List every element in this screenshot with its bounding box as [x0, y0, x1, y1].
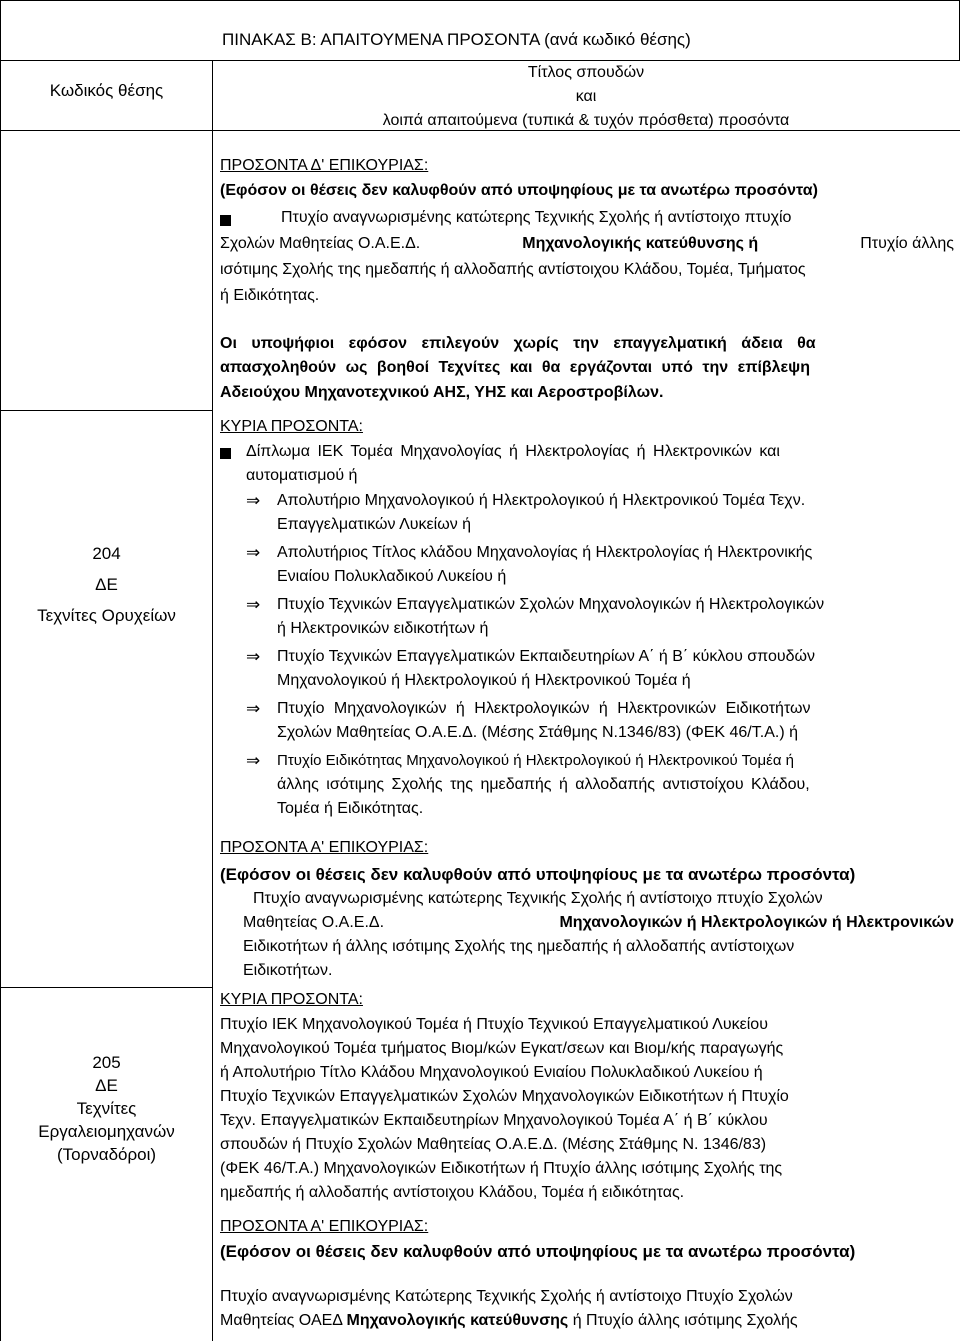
implies-arrow-icon: ⇒ — [246, 647, 261, 667]
qualification-line: Ενιαίου Πολυκλαδικού Λυκείου ή — [277, 568, 507, 585]
table-top-border — [0, 0, 959, 1]
qualification-line: αυτοματισμού ή — [246, 467, 358, 484]
implies-arrow-icon: ⇒ — [246, 751, 261, 771]
qualification-line — [220, 233, 954, 255]
table-title: ΠΙΝΑΚΑΣ Β: ΑΠΑΙΤΟΥΜΕΝΑ ΠΡΟΣΟΝΤΑ (ανά κωδικό θέσης) — [222, 30, 691, 49]
implies-arrow-icon: ⇒ — [246, 491, 261, 511]
qualification-line: Πτυχίο Τεχνικών Επαγγελματικών Σχολών Μηχανολογικών Ειδικοτήτων ή Πτυχίο — [220, 1088, 789, 1105]
qualification-text: ισότιμης Σχολής της ημεδαπής ή αλλοδαπής αντίστοιχου Κλάδου, Τομέα, Τμήματος — [220, 261, 806, 278]
condition-text: (Εφόσον οι θέσεις δεν καλυφθούν από υποψηφίους με τα ανωτέρω προσόντα) — [220, 1242, 856, 1261]
position-title: Τεχνίτες Ορυχείων — [37, 606, 176, 625]
qualification-line: Απολυτήριο Μηχανολογικού ή Ηλεκτρολογικού ή Ηλεκτρονικού Τομέα Τεχν. — [277, 492, 806, 509]
note-line: Αδειούχου Μηχανοτεχνικού ΑΗΣ, ΥΗΣ και Αεροστροβίλων. — [220, 384, 664, 401]
qualification-line: Πτυχίο Τεχνικών Επαγγελματικών Σχολών Μηχανολογικών ή Ηλεκτρολογικών — [277, 596, 825, 613]
column-header-line: λοιπά απαιτούμενα (τυπικά & τυχόν πρόσθετα) προσόντα — [382, 112, 790, 129]
qualification-bold-text: Μηχανολογικής κατεύθυνσης ή — [522, 235, 759, 252]
qualification-line — [281, 207, 954, 229]
qualification-line — [243, 912, 954, 934]
qualification-text: Πτυχίο Μηχανολογικών ή Ηλεκτρολογικών ή Ηλεκτρονικών Ειδικοτήτων — [277, 700, 811, 717]
row-204-top-border — [0, 410, 212, 411]
position-code-cell-204 — [0, 538, 213, 631]
qualification-line — [246, 441, 954, 463]
qualification-text: άλλης ισότιμης Σχολής της ημεδαπής ή αλλοδαπής αντιστοίχου Κλάδου, — [277, 776, 810, 793]
section-heading: ΠΡΟΣΟΝΤΑ Δ' ΕΠΙΚΟΥΡΙΑΣ: — [220, 157, 429, 174]
qualification-line: Σχολών Μαθητείας Ο.Α.Ε.Δ. (Μέσης Στάθμης Ν.1346/83) (ΦΕΚ 46/Τ.Α.) ή — [277, 724, 798, 741]
qualification-text: Δίπλωμα ΙΕΚ Τομέα Μηχανολογίας ή Ηλεκτρολογίας ή Ηλεκτρονικών και — [246, 443, 780, 460]
position-title: (Τορναδόροι) — [56, 1145, 157, 1164]
column-header-line: Τίτλος σπουδών — [527, 64, 645, 81]
implies-arrow-icon: ⇒ — [246, 543, 261, 563]
row-205-qualifications — [220, 989, 960, 1341]
note-line — [220, 357, 954, 379]
position-category: ΔΕ — [95, 1076, 118, 1095]
row-205-top-border — [0, 987, 212, 988]
position-title: Τεχνίτες — [76, 1099, 137, 1118]
qualification-line — [220, 1310, 798, 1332]
qualification-line: ή Ηλεκτρονικών ειδικοτήτων ή — [277, 620, 489, 637]
qualification-line: ημεδαπής ή αλλοδαπής αντίστοιχου Κλάδου, Τομέα ή ειδικότητας. — [220, 1184, 685, 1201]
implies-arrow-icon: ⇒ — [246, 595, 261, 615]
condition-text: (Εφόσον οι θέσεις δεν καλυφθούν από υποψηφίους με τα ανωτέρω προσόντα) — [220, 182, 818, 199]
column-header-code: Κωδικός θέσης — [49, 81, 164, 100]
qualification-line: Πτυχίο Τεχνικών Επαγγελματικών Εκπαιδευτηρίων Α΄ ή Β΄ κύκλου σπουδών — [277, 648, 816, 665]
position-code-cell-205 — [0, 1051, 213, 1166]
note-text: Οι υποψήφιοι εφόσον επιλεγούν χωρίς την επαγγελματική άδεια θα — [220, 335, 816, 352]
section-heading: ΚΥΡΙΑ ΠΡΟΣΟΝΤΑ: — [220, 418, 363, 435]
qualification-line: Πτυχίο Ειδικότητας Μηχανολογικού ή Ηλεκτρολογικού ή Ηλεκτρονικού Τομέα ή — [277, 752, 795, 769]
qualification-line: (ΦΕΚ 46/Τ.Α.) Μηχανολογικών Ειδικοτήτων ή Πτυχίο άλλης ισότιμης Σχολής της — [220, 1160, 783, 1177]
condition-text: (Εφόσον οι θέσεις δεν καλυφθούν από υποψηφίους με τα ανωτέρω προσόντα) — [220, 865, 856, 884]
qualification-text: ή Πτυχίο άλλης ισότιμης Σχολής — [572, 1312, 798, 1329]
column-header-qualifications — [213, 61, 959, 133]
position-code: 205 — [92, 1053, 121, 1072]
qualification-line: Ειδικοτήτων ή άλλης ισότιμης Σχολής της ημεδαπής ή αλλοδαπής αντίστοιχων — [243, 938, 795, 955]
position-category: ΔΕ — [95, 575, 118, 594]
section-heading: ΚΥΡΙΑ ΠΡΟΣΟΝΤΑ: — [220, 991, 363, 1008]
qualification-line: Επαγγελματικών Λυκείων ή — [277, 516, 472, 533]
qualification-line: Πτυχίο ΙΕΚ Μηχανολογικού Τομέα ή Πτυχίο Τεχνικού Επαγγελματικού Λυκείου — [220, 1016, 768, 1033]
square-bullet-icon — [220, 448, 231, 459]
column-header-line: και — [575, 88, 597, 105]
note-text: απασχοληθούν ως βοηθοί Τεχνίτες και θα εργάζονται υπό την επίβλεψη — [220, 359, 810, 376]
qualification-text: Πτυχίο άλλης — [860, 235, 954, 252]
qualification-line — [277, 774, 954, 796]
qualification-line — [277, 698, 954, 720]
position-title: Εργαλειομηχανών — [38, 1122, 175, 1141]
qualification-line: Ειδικοτήτων. — [243, 962, 333, 979]
qualification-text: Πτυχίο αναγνωρισμένης κατώτερης Τεχνικής Σχολής ή αντίστοιχο πτυχίο — [281, 209, 792, 226]
qualification-line: Απολυτήριος Τίτλος κλάδου Μηχανολογίας ή Ηλεκτρολογίας ή Ηλεκτρονικής — [277, 544, 813, 561]
position-code: 204 — [92, 544, 121, 563]
qualification-text: Μαθητείας ΟΑΕΔ — [220, 1312, 343, 1329]
qualification-line: Μηχανολογικού Τομέα τμήματος Βιομ/κών Εγκατ/σεων και Βιομ/κής παραγωγής — [220, 1040, 784, 1057]
qualification-bold-text: Μηχανολογικών ή Ηλεκτρολογικών ή Ηλεκτρονικών — [559, 914, 954, 931]
qualification-text: Μαθητείας Ο.Α.Ε.Δ. — [243, 914, 385, 931]
qualification-line: ή Ειδικότητας. — [220, 287, 320, 304]
qualification-line: ή Απολυτήριο Τίτλο Κλάδου Μηχανολογικού Ενιαίου Πολυκλαδικού Λυκείου ή — [220, 1064, 763, 1081]
section-heading: ΠΡΟΣΟΝΤΑ Α' ΕΠΙΚΟΥΡΙΑΣ: — [220, 839, 429, 856]
implies-arrow-icon: ⇒ — [246, 699, 261, 719]
qualification-line — [220, 259, 954, 281]
qualification-line: Τομέα ή Ειδικότητας. — [277, 800, 424, 817]
qualification-line: Πτυχίο αναγνωρισμένης κατώτερης Τεχνικής Σχολής ή αντίστοιχο πτυχίο Σχολών — [253, 890, 823, 907]
qualification-line: Τεχν. Επαγγελματικών Εκπαιδευτηρίων Μηχανολογικού Τομέα Α΄ ή Β΄ κύκλου — [220, 1112, 768, 1129]
qualification-text: Σχολών Μαθητείας Ο.Α.Ε.Δ. — [220, 235, 421, 252]
qualification-line: Μηχανολογικού ή Ηλεκτρολογικού ή Ηλεκτρονικού Τομέα ή — [277, 672, 691, 689]
qualification-bold-text: Μηχανολογικής κατεύθυνσης — [346, 1312, 569, 1329]
section-heading: ΠΡΟΣΟΝΤΑ Α' ΕΠΙΚΟΥΡΙΑΣ: — [220, 1218, 429, 1235]
square-bullet-icon — [220, 215, 231, 226]
qualification-line: σπουδών ή Πτυχίο Σχολών Μαθητείας Ο.Α.Ε.Δ. (Μέσης Στάθμης Ν. 1346/83) — [220, 1136, 767, 1153]
qualification-line: Πτυχίο αναγνωρισμένης Κατώτερης Τεχνικής Σχολής ή αντίστοιχο Πτυχίο Σχολών — [220, 1288, 793, 1305]
note-line — [220, 333, 954, 355]
